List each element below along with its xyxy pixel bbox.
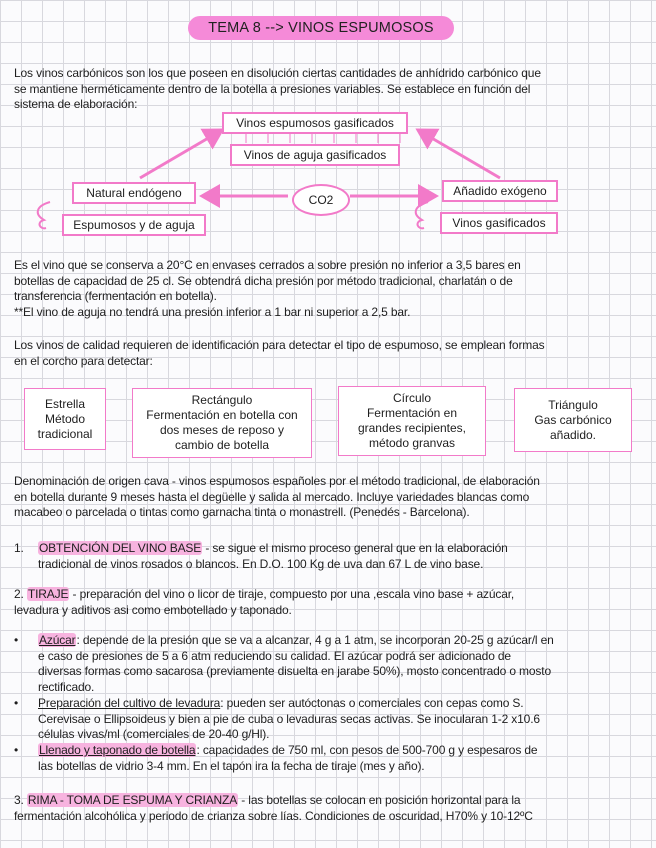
box-vinos-espumosos-gasificados: Vinos espumosos gasificados: [222, 112, 408, 134]
bullet-text: células vivas/ml (comerciales de 20-40 g/Hl).: [38, 727, 270, 742]
box-vinos-gasificados: Vinos gasificados: [440, 212, 558, 234]
shape-name: Triángulo: [548, 397, 598, 412]
step-text: - se sigue el mismo proceso general que en la elaboración: [202, 541, 508, 555]
shape-triangulo: [514, 388, 632, 452]
intro-line: se mantiene herméticamente dentro de la botella a presiones variables. Se establece en función del: [14, 81, 531, 96]
page-title: TEMA 8 --> VINOS ESPUMOSOS: [188, 16, 454, 40]
step-2: [14, 587, 644, 618]
definition-line: **El vino de aguja no tendrá una presión inferior a 1 bar ni superior a 2,5 bar.: [14, 304, 411, 319]
box-espumosos-y-de-aguja: Espumosos y de aguja: [62, 214, 206, 236]
bullet-heading: Preparación del cultivo de levadura: [38, 696, 221, 710]
bullet-azucar: [38, 633, 648, 695]
quality-paragraph: [14, 338, 644, 369]
bullet-text: : pueden ser autóctonas o comerciales con cepas como S.: [220, 696, 524, 710]
step-number: 3.: [14, 793, 24, 807]
shape-desc: Gas carbónico: [534, 412, 612, 427]
bullet-dot: •: [14, 633, 19, 647]
step-heading: OBTENCIÓN DEL VINO BASE: [39, 541, 202, 555]
shape-desc: Método: [44, 411, 86, 426]
co2-ellipse: CO2: [292, 184, 350, 216]
shape-name: Círculo: [392, 391, 431, 405]
cava-paragraph: [14, 474, 644, 521]
step-text: levadura y aditivos asi como embotellado y taponado.: [14, 602, 292, 617]
shape-name: Rectángulo: [191, 393, 253, 407]
box-anadido-exogeno: Añadido exógeno: [442, 180, 558, 202]
quality-line: Los vinos de calidad requieren de identificación para detectar el tipo de espumoso, se emplean formas: [14, 338, 545, 352]
intro-line: Los vinos carbónicos son los que poseen en disolución ciertas cantidades de anhídrido carbónico que: [14, 66, 541, 80]
cava-line: Denominación de origen cava - vinos espumosos españoles por el método tradicional, de elaboración: [14, 474, 540, 488]
shape-name: Estrella: [44, 396, 85, 411]
bullet-text: : capacidades de 750 ml, con pesos de 500-700 g y espesaros de: [196, 743, 538, 757]
shape-circulo: [338, 386, 486, 456]
shape-desc: Fermentación en: [366, 406, 458, 420]
bullet-levadura: [38, 696, 648, 743]
bullet-heading: Llenado y taponado de botella: [39, 743, 196, 757]
shape-desc: cambio de botella: [174, 438, 270, 452]
step-text: - las botellas se colocan en posición horizontal para la: [238, 793, 521, 807]
shape-desc: añadido.: [549, 427, 597, 442]
shape-desc: grandes recipientes,: [357, 421, 467, 435]
bullet-text: rectificado.: [38, 679, 95, 694]
shape-estrella: [24, 388, 106, 450]
step-text: tradicional de vinos rosados o blancos. En D.O. 100 Kg de uva dan 67 L de vino base.: [38, 556, 484, 571]
step-3: [14, 793, 650, 824]
shape-desc: método granvas: [368, 436, 456, 450]
definition-paragraph: [14, 258, 644, 320]
bullet-text: diversas formas como sacarosa (previamente disuelta en jarabe 50%), mosto concentrado o mosto: [38, 664, 551, 679]
shape-rectangulo: [132, 388, 312, 458]
step-number: 2.: [14, 587, 24, 601]
definition-line: Es el vino que se conserva a 20°C en envases cerrados a sobre presión no inferior a 3,5 bares en: [14, 258, 521, 272]
definition-line: botellas de capacidad de 25 cl. Se obtendrá dicha presión por método tradicional, charlatán o de: [14, 273, 513, 288]
bullet-dot: •: [14, 696, 19, 710]
bullet-dot: •: [14, 743, 19, 757]
quality-line: en el corcho para detectar:: [14, 353, 153, 368]
definition-line: transferencia (fermentación en botella).: [14, 289, 217, 304]
bullet-llenado: [38, 743, 648, 774]
shape-desc: Fermentación en botella con: [146, 408, 298, 422]
step-heading: TIRAJE: [27, 587, 69, 601]
step-1: [38, 541, 648, 572]
bullet-text: : depende de la presión que se va a alcanzar, 4 g a 1 atm, se incorporan 20-25 g azúcar/l en: [76, 633, 554, 647]
bullet-text: Cerevisae o Ellipsoideus y bien a pie de cuba o levaduras secas activas. Se inocularan 1-2 x10.6: [38, 711, 540, 726]
bullet-text: las botellas de vidrio 3-4 mm. En el tapón ira la fecha de tiraje (mes y año).: [38, 758, 425, 773]
box-vinos-aguja-gasificados: Vinos de aguja gasificados: [230, 144, 400, 166]
step-heading: RIMA - TOMA DE ESPUMA Y CRIANZA: [27, 793, 238, 807]
box-natural-endogeno: Natural endógeno: [72, 182, 196, 204]
shape-desc: tradicional: [37, 426, 93, 441]
step-text: fermentación alcohólica y periodo de crianza sobre lías. Condiciones de oscuridad, H70% y 10-12ºC: [14, 808, 533, 823]
bullet-text: e caso de presiones de 5 a 6 atm reduciendo su calidad. El azúcar podrá ser adicionado de: [38, 648, 511, 663]
shape-desc: dos meses de reposo y: [159, 423, 285, 437]
step-number: 1.: [14, 541, 24, 555]
step-text: - preparación del vino o licor de tiraje, compuesto por una ,escala vino base + azúcar,: [69, 587, 515, 601]
cava-line: macabeo o parcelada o tintas como garnacha tinta o monastrell. (Penedés - Barcelona).: [14, 505, 470, 520]
intro-line: sistema de elaboración:: [14, 97, 138, 112]
bullet-heading: Azúcar: [39, 633, 76, 647]
cava-line: en botella durante 9 meses hasta el degüelle y salida al mercado. Incluye variedades blancas como: [14, 489, 530, 504]
